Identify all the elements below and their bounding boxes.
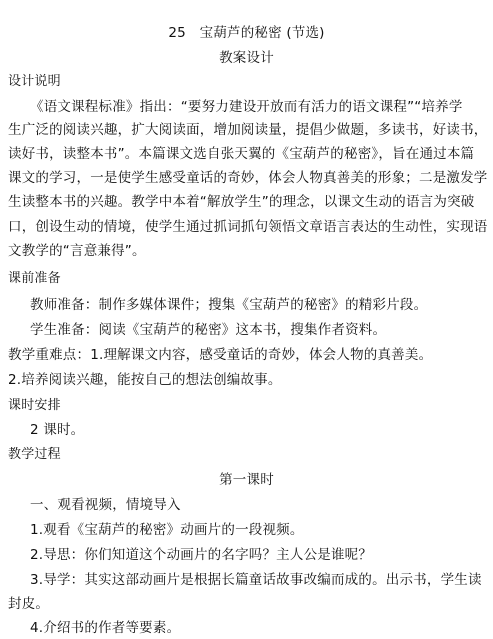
key-points-text: 教学重难点：1.理解课文内容，感受童话的奇妙，体会人物的真善美。 [8, 347, 433, 363]
lesson-subtitle: 教案设计 [219, 50, 274, 66]
design-paragraph-line: 生读整本书的兴趣。教学中本着“解放学生”的理念，以课文生动的语言为突破 [8, 194, 475, 210]
design-paragraph-line: 口，创设生动的情境，使学生通过抓词抓句领悟文章语言表达的生动性，实现语 [8, 219, 488, 235]
design-paragraph-line: 读好书，读整本书”。本篇课文选自张天翼的《宝葫芦的秘密》，旨在通过本篇 [8, 146, 475, 162]
step-item: 2.导思：你们知道这个动画片的名字吗？主人公是谁呢？ [30, 547, 373, 563]
step-item: 1.观看《宝葫芦的秘密》动画片的一段视频。 [30, 522, 304, 538]
design-paragraph-line: 文教学的“言意兼得”。 [8, 243, 146, 259]
lesson-title: 25 宝葫芦的秘密 (节选) [168, 25, 325, 41]
step-item-continuation: 封皮。 [8, 596, 50, 612]
section-heading-design: 设计说明 [8, 74, 61, 89]
section-heading-prep: 课前准备 [8, 271, 61, 286]
lesson-period-heading: 第一课时 [219, 472, 274, 488]
step-heading: 一、观看视频，情境导入 [30, 497, 181, 513]
section-heading-schedule: 课时安排 [8, 398, 61, 413]
schedule-value: 2 课时。 [30, 422, 85, 438]
step-item: 4.介绍书的作者等要素。 [30, 620, 181, 636]
key-points-text: 2.培养阅读兴趣，能按自己的想法创编故事。 [8, 372, 282, 388]
design-paragraph-line: 生广泛的阅读兴趣，扩大阅读面，增加阅读量，提倡少做题，多读书，好读书， [8, 122, 488, 138]
design-paragraph-line: 课文的学习，一是使学生感受童话的奇妙，体会人物真善美的形象；二是激发学 [8, 170, 488, 186]
section-heading-process: 教学过程 [8, 447, 61, 462]
prep-teacher-text: 教师准备：制作多媒体课件；搜集《宝葫芦的秘密》的精彩片段。 [30, 297, 428, 313]
design-paragraph-line: 《语文课程标准》指出：“要努力建设开放而有活力的语文课程”“培养学 [30, 99, 463, 115]
step-item: 3.导学：其实这部动画片是根据长篇童话故事改编而成的。出示书，学生读 [30, 572, 482, 588]
prep-student-text: 学生准备：阅读《宝葫芦的秘密》这本书，搜集作者资料。 [30, 322, 387, 338]
